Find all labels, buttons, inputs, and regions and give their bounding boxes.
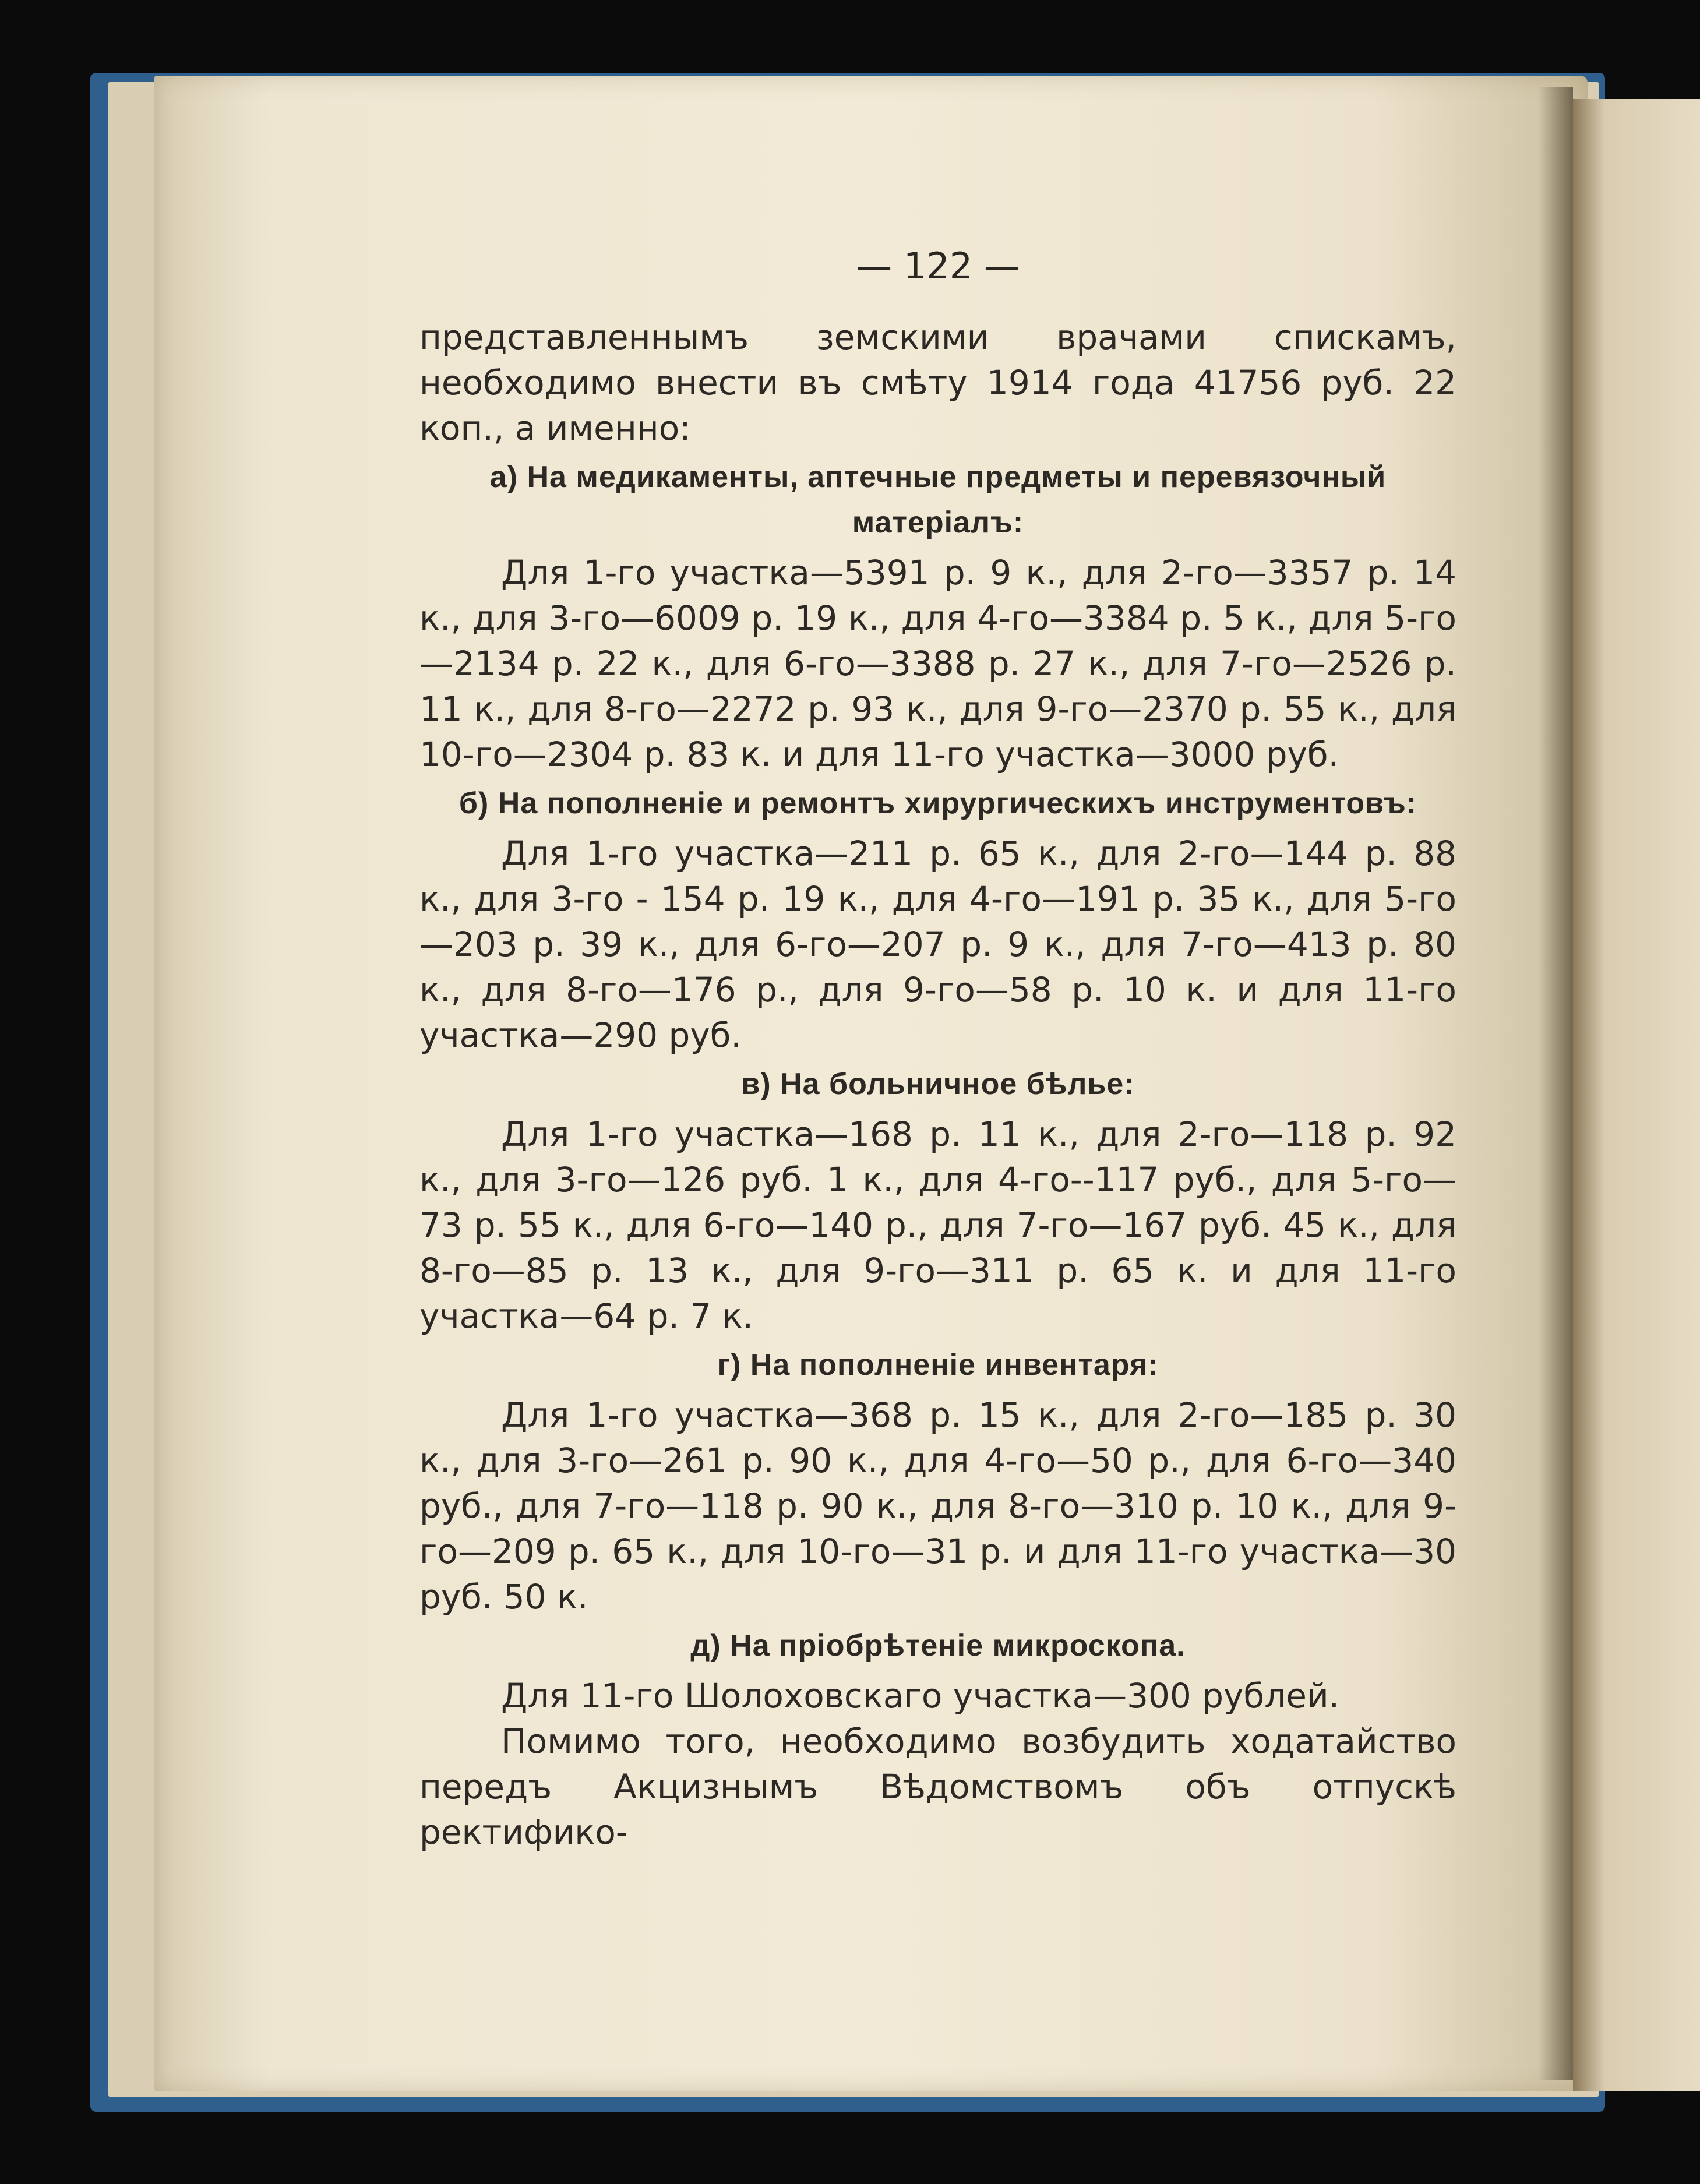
section-heading-microscope: д) На пріобрѣтеніе микроскопа.: [690, 1629, 1186, 1663]
section-body-inventory: Для 1-го участка—368 р. 15 к., для 2-го—185 р. 30 к., для 3-го—261 р. 90 к., для 4-го—50 р., для 6-го—340 руб., для 7-го—118 р. 90 к., для 8-го—310 р. 10 к., для 9-го—209 р. 65 к., для 10-го—31 р. и для 11-го участка—30 руб. 50 к.: [419, 1395, 1456, 1617]
facing-page-edge: [1573, 99, 1700, 2091]
section-heading-medications: а) На медикаменты, аптечные предметы и перевязочный матеріалъ:: [489, 460, 1387, 539]
closing-paragraph: Помимо того, необходимо возбудить ходатайство передъ Акцизнымъ Вѣдомствомъ объ отпускѣ ректифико-: [419, 1721, 1456, 1852]
page-number: — 122 —: [856, 245, 1020, 287]
page-text: [419, 315, 1456, 1855]
section-body-medications: Для 1-го участка—5391 р. 9 к., для 2-го—3357 р. 14 к., для 3-го—6009 р. 19 к., для 4-го—3384 р. 5 к., для 5-го—2134 р. 22 к., для 6-го—3388 р. 27 к., для 7-го—2526 р. 11 к., для 8-го—2272 р. 93 к., для 9-го—2370 р. 55 к., для 10-го—2304 р. 83 к. и для 11-го участка—3000 руб.: [419, 553, 1456, 774]
section-heading-inventory: г) На пополненіе инвентаря:: [717, 1348, 1159, 1382]
book-gutter-shadow: [1538, 87, 1573, 2080]
section-body-linen: Для 1-го участка—168 р. 11 к., для 2-го—118 р. 92 к., для 3-го—126 руб. 1 к., для 4-го--117 руб., для 5-го—73 р. 55 к., для 6-го—140 р., для 7-го—167 руб. 45 к., для 8-го—85 р. 13 к., для 9-го—311 р. 65 к. и для 11-го участка—64 р. 7 к.: [419, 1114, 1456, 1336]
section-body-microscope: Для 11-го Шолоховскаго участка—300 рублей.: [501, 1676, 1340, 1716]
section-heading-instruments: б) На пополненіе и ремонтъ хирургическихъ инструментовъ:: [458, 786, 1417, 820]
intro-paragraph: представленнымъ земскими врачами спискамъ, необходимо внести въ смѣту 1914 года 41756 руб. 22 коп., а именно:: [419, 317, 1456, 448]
section-body-instruments: Для 1-го участка—211 р. 65 к., для 2-го—144 р. 88 к., для 3-го - 154 р. 19 к., для 4-го—191 р. 35 к., для 5-го—203 р. 39 к., для 6-го—207 р. 9 к., для 7-го—413 р. 80 к., для 8-го—176 р., для 9-го—58 р. 10 к. и для 11-го участка—290 руб.: [419, 834, 1456, 1055]
section-heading-linen: в) На больничное бѣлье:: [741, 1067, 1135, 1101]
